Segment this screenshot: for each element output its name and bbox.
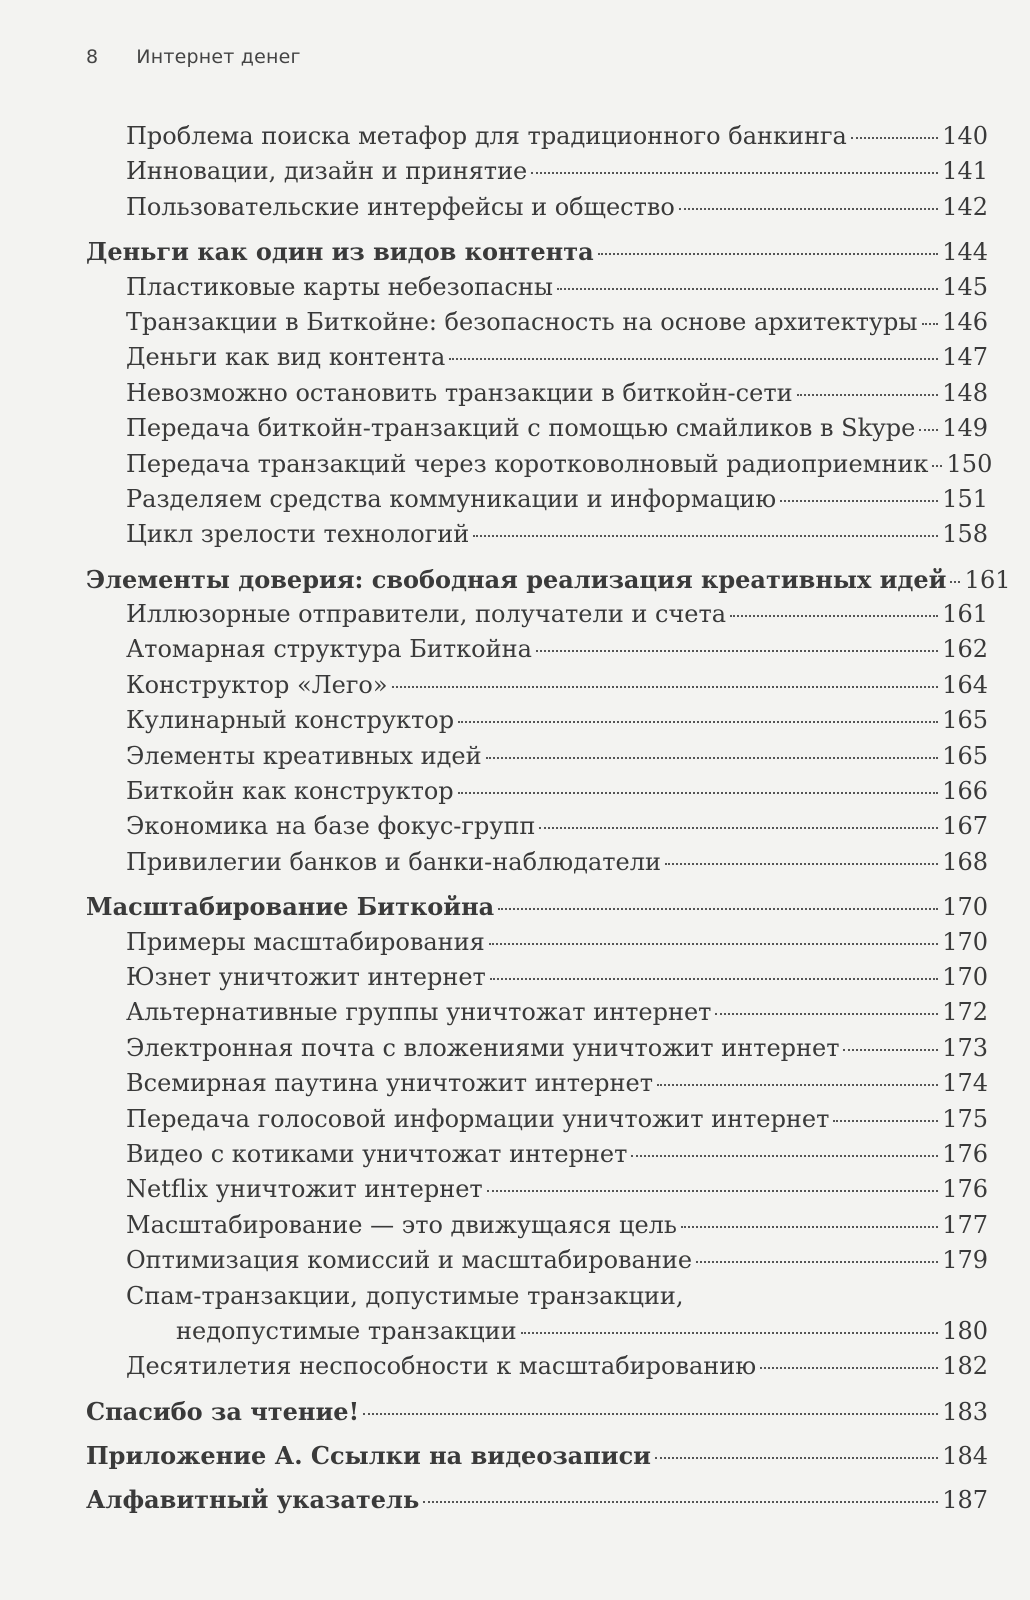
toc-entry-title: Невозможно остановить транзакции в биткойн-сети	[126, 378, 793, 407]
toc-entry-page: 161	[964, 565, 1011, 594]
toc-entry-title: Проблема поиска метафор для традиционного банкинга	[126, 122, 847, 150]
toc-entry-page: 146	[942, 307, 988, 336]
toc-entry-page: 182	[942, 1352, 988, 1381]
toc-entry	[86, 485, 988, 520]
toc-entry-page: 149	[942, 414, 988, 443]
toc-entry-page: 144	[942, 238, 988, 267]
toc-entry-page: 180	[942, 1316, 988, 1345]
dot-leader	[657, 1084, 938, 1086]
toc-entry	[86, 1282, 988, 1317]
toc-entry-title: Всемирная паутина уничтожит интернет	[126, 1069, 654, 1098]
toc-entry-title: Примеры масштабирования	[126, 927, 485, 956]
dot-leader	[797, 394, 938, 396]
toc-entry-title: Транзакции в Биткойне: безопасность на основе архитектуры	[126, 307, 918, 336]
toc-entry	[86, 1317, 988, 1352]
dot-leader	[531, 172, 938, 174]
toc-entry	[86, 343, 988, 378]
toc-entry-page: 142	[942, 192, 988, 221]
toc-entry-page: 177	[942, 1210, 988, 1239]
toc-entry-title: Цикл зрелости технологий	[126, 520, 470, 549]
dot-leader	[715, 1013, 938, 1015]
toc-entry-page: 174	[942, 1069, 988, 1098]
dot-leader	[536, 650, 938, 652]
toc-entry-title: Пользовательские интерфейсы и общество	[126, 192, 675, 221]
toc-entry-page: 148	[942, 378, 988, 407]
toc-entry-title: Передача голосовой информации уничтожит интернет	[126, 1104, 830, 1133]
dot-leader	[679, 208, 938, 210]
toc-chapter-entry	[86, 1441, 988, 1476]
toc-entry	[86, 742, 988, 777]
dot-leader	[598, 253, 938, 255]
dot-leader	[851, 137, 938, 139]
dot-leader	[498, 908, 938, 910]
toc-entry-page: 145	[942, 272, 988, 301]
dot-leader	[760, 1367, 938, 1369]
toc-entry-title: Netflix уничтожит интернет	[126, 1175, 483, 1204]
toc-entry	[86, 1034, 988, 1069]
book-title: Интернет денег	[136, 46, 301, 68]
toc-entry-title: Передача транзакций через коротковолновый радиоприемник	[126, 449, 929, 478]
toc-entry-title: Пластиковые карты небезопасны	[126, 272, 554, 301]
dot-leader	[950, 581, 960, 583]
toc-entry-title: Спасибо за чтение!	[86, 1396, 360, 1426]
toc-entry-page: 168	[942, 847, 988, 876]
toc-entry	[86, 963, 988, 998]
toc-entry	[86, 1069, 988, 1104]
toc-entry	[86, 1140, 988, 1175]
toc-entry-title: Биткойн как конструктор	[126, 777, 454, 806]
toc-entry-title: Атомарная структура Биткойна	[126, 635, 532, 664]
toc-entry-page: 179	[942, 1246, 988, 1275]
toc-entry-page: 141	[942, 157, 988, 186]
toc-entry	[86, 157, 988, 192]
toc-entry	[86, 1105, 988, 1140]
dot-leader	[833, 1120, 938, 1122]
toc-entry	[86, 1211, 988, 1246]
dot-leader	[919, 429, 938, 431]
dot-leader	[696, 1261, 938, 1263]
toc-entry-title: Юзнет уничтожит интернет	[126, 962, 486, 991]
toc-entry-page: 150	[946, 449, 993, 478]
toc-entry-title: Конструктор «Лего»	[126, 670, 388, 699]
toc-entry-title: Алфавитный указатель	[86, 1485, 420, 1515]
toc-entry	[86, 1246, 988, 1281]
toc-entry-page: 184	[942, 1442, 988, 1471]
toc-entry	[86, 308, 988, 343]
toc-entry-page: 166	[942, 777, 988, 806]
toc-entry-page: 158	[942, 520, 988, 549]
toc-entry	[86, 600, 988, 635]
dot-leader	[487, 1190, 938, 1192]
toc-entry	[86, 848, 988, 883]
toc-entry-title: Кулинарный конструктор	[126, 706, 455, 735]
toc-chapter-entry	[86, 237, 988, 272]
toc-entry-title: Инновации, дизайн и принятие	[126, 157, 528, 186]
dot-leader	[730, 615, 938, 617]
toc-entry	[86, 449, 993, 485]
toc-entry	[86, 414, 988, 449]
toc-entry-title: Масштабирование — это движущаяся цель	[126, 1210, 677, 1239]
page-number: 8	[86, 46, 99, 68]
toc-entry-page: 167	[942, 812, 988, 841]
dot-leader	[922, 323, 939, 325]
dot-leader	[521, 1332, 938, 1334]
toc-entry-page: 187	[942, 1486, 988, 1515]
toc-entry	[86, 273, 988, 308]
toc-entry-page: 176	[942, 1139, 988, 1168]
toc-entry-title: Масштабирование Биткойна	[86, 892, 495, 922]
toc-entry-title: Спам-транзакции, допустимые транзакции,	[126, 1281, 684, 1310]
dot-leader	[489, 943, 938, 945]
toc-entry-title: Привилегии банков и банки-наблюдатели	[126, 847, 661, 876]
toc-entry	[86, 812, 988, 847]
dot-leader	[631, 1155, 938, 1157]
running-head	[86, 46, 301, 68]
toc-entry-page: 147	[942, 343, 988, 372]
dot-leader	[458, 721, 938, 723]
toc-entry-title: Десятилетия неспособности к масштабированию	[126, 1352, 757, 1381]
toc-entry-page: 170	[942, 893, 988, 922]
toc-entry-title: Электронная почта с вложениями уничтожит интернет	[126, 1033, 840, 1062]
toc-entry	[86, 671, 988, 706]
table-of-contents	[86, 122, 1011, 1521]
toc-entry	[86, 928, 988, 963]
toc-entry-page: 165	[942, 706, 988, 735]
toc-entry-title: Деньги как вид контента	[126, 343, 446, 372]
toc-entry-title: Элементы доверия: свободная реализация креативных идей	[86, 564, 947, 594]
dot-leader	[665, 863, 938, 865]
toc-entry	[86, 520, 988, 555]
toc-entry	[86, 1175, 988, 1210]
dot-leader	[458, 792, 938, 794]
dot-leader	[363, 1413, 938, 1415]
toc-entry-title: Деньги как один из видов контента	[86, 237, 594, 267]
toc-entry-title: Иллюзорные отправители, получатели и счета	[126, 600, 727, 629]
toc-entry-page: 170	[942, 927, 988, 956]
dot-leader	[423, 1501, 938, 1503]
toc-entry	[86, 379, 988, 414]
toc-entry-title: Передача биткойн-транзакций с помощью смайликов в Skype	[126, 414, 916, 443]
toc-entry-title: Приложение А. Ссылки на видеозаписи	[86, 1441, 651, 1471]
toc-entry-page: 164	[942, 670, 988, 699]
toc-entry-title: Элементы креативных идей	[126, 741, 482, 770]
toc-entry-page: 176	[942, 1175, 988, 1204]
toc-entry-title: недопустимые транзакции	[176, 1316, 517, 1345]
dot-leader	[473, 535, 938, 537]
dot-leader	[681, 1226, 938, 1228]
toc-entry	[86, 1352, 988, 1387]
toc-entry-page: 170	[942, 962, 988, 991]
toc-entry-page: 172	[942, 998, 988, 1027]
dot-leader	[843, 1049, 938, 1051]
dot-leader	[490, 978, 938, 980]
dot-leader	[557, 288, 938, 290]
dot-leader	[655, 1457, 938, 1459]
toc-entry-page: 140	[942, 122, 988, 150]
toc-chapter-entry	[86, 1485, 988, 1520]
toc-entry	[86, 635, 988, 670]
toc-entry-page: 161	[942, 600, 988, 629]
toc-chapter-entry	[86, 892, 988, 927]
toc-entry	[86, 998, 988, 1033]
toc-entry-page: 175	[942, 1104, 988, 1133]
toc-entry	[86, 706, 988, 741]
toc-entry-page: 183	[942, 1397, 988, 1426]
toc-entry-page: 173	[942, 1033, 988, 1062]
toc-entry-title: Альтернативные группы уничтожат интернет	[126, 998, 712, 1027]
toc-chapter-entry	[86, 564, 1011, 600]
toc-entry-page: 165	[942, 741, 988, 770]
dot-leader	[449, 358, 938, 360]
dot-leader	[539, 827, 938, 829]
dot-leader	[486, 757, 938, 759]
dot-leader	[392, 686, 938, 688]
toc-entry	[86, 777, 988, 812]
dot-leader	[932, 465, 942, 467]
toc-entry-page: 151	[942, 484, 988, 513]
toc-entry-title: Оптимизация комиссий и масштабирование	[126, 1246, 693, 1275]
toc-chapter-entry	[86, 1397, 988, 1432]
toc-entry-page: 162	[942, 635, 988, 664]
toc-entry	[86, 122, 988, 157]
toc-entry-title: Разделяем средства коммуникации и информацию	[126, 484, 777, 513]
toc-entry	[86, 193, 988, 228]
toc-entry-title: Видео с котиками уничтожат интернет	[126, 1139, 628, 1168]
dot-leader	[780, 500, 938, 502]
toc-entry-title: Экономика на базе фокус-групп	[126, 812, 536, 841]
